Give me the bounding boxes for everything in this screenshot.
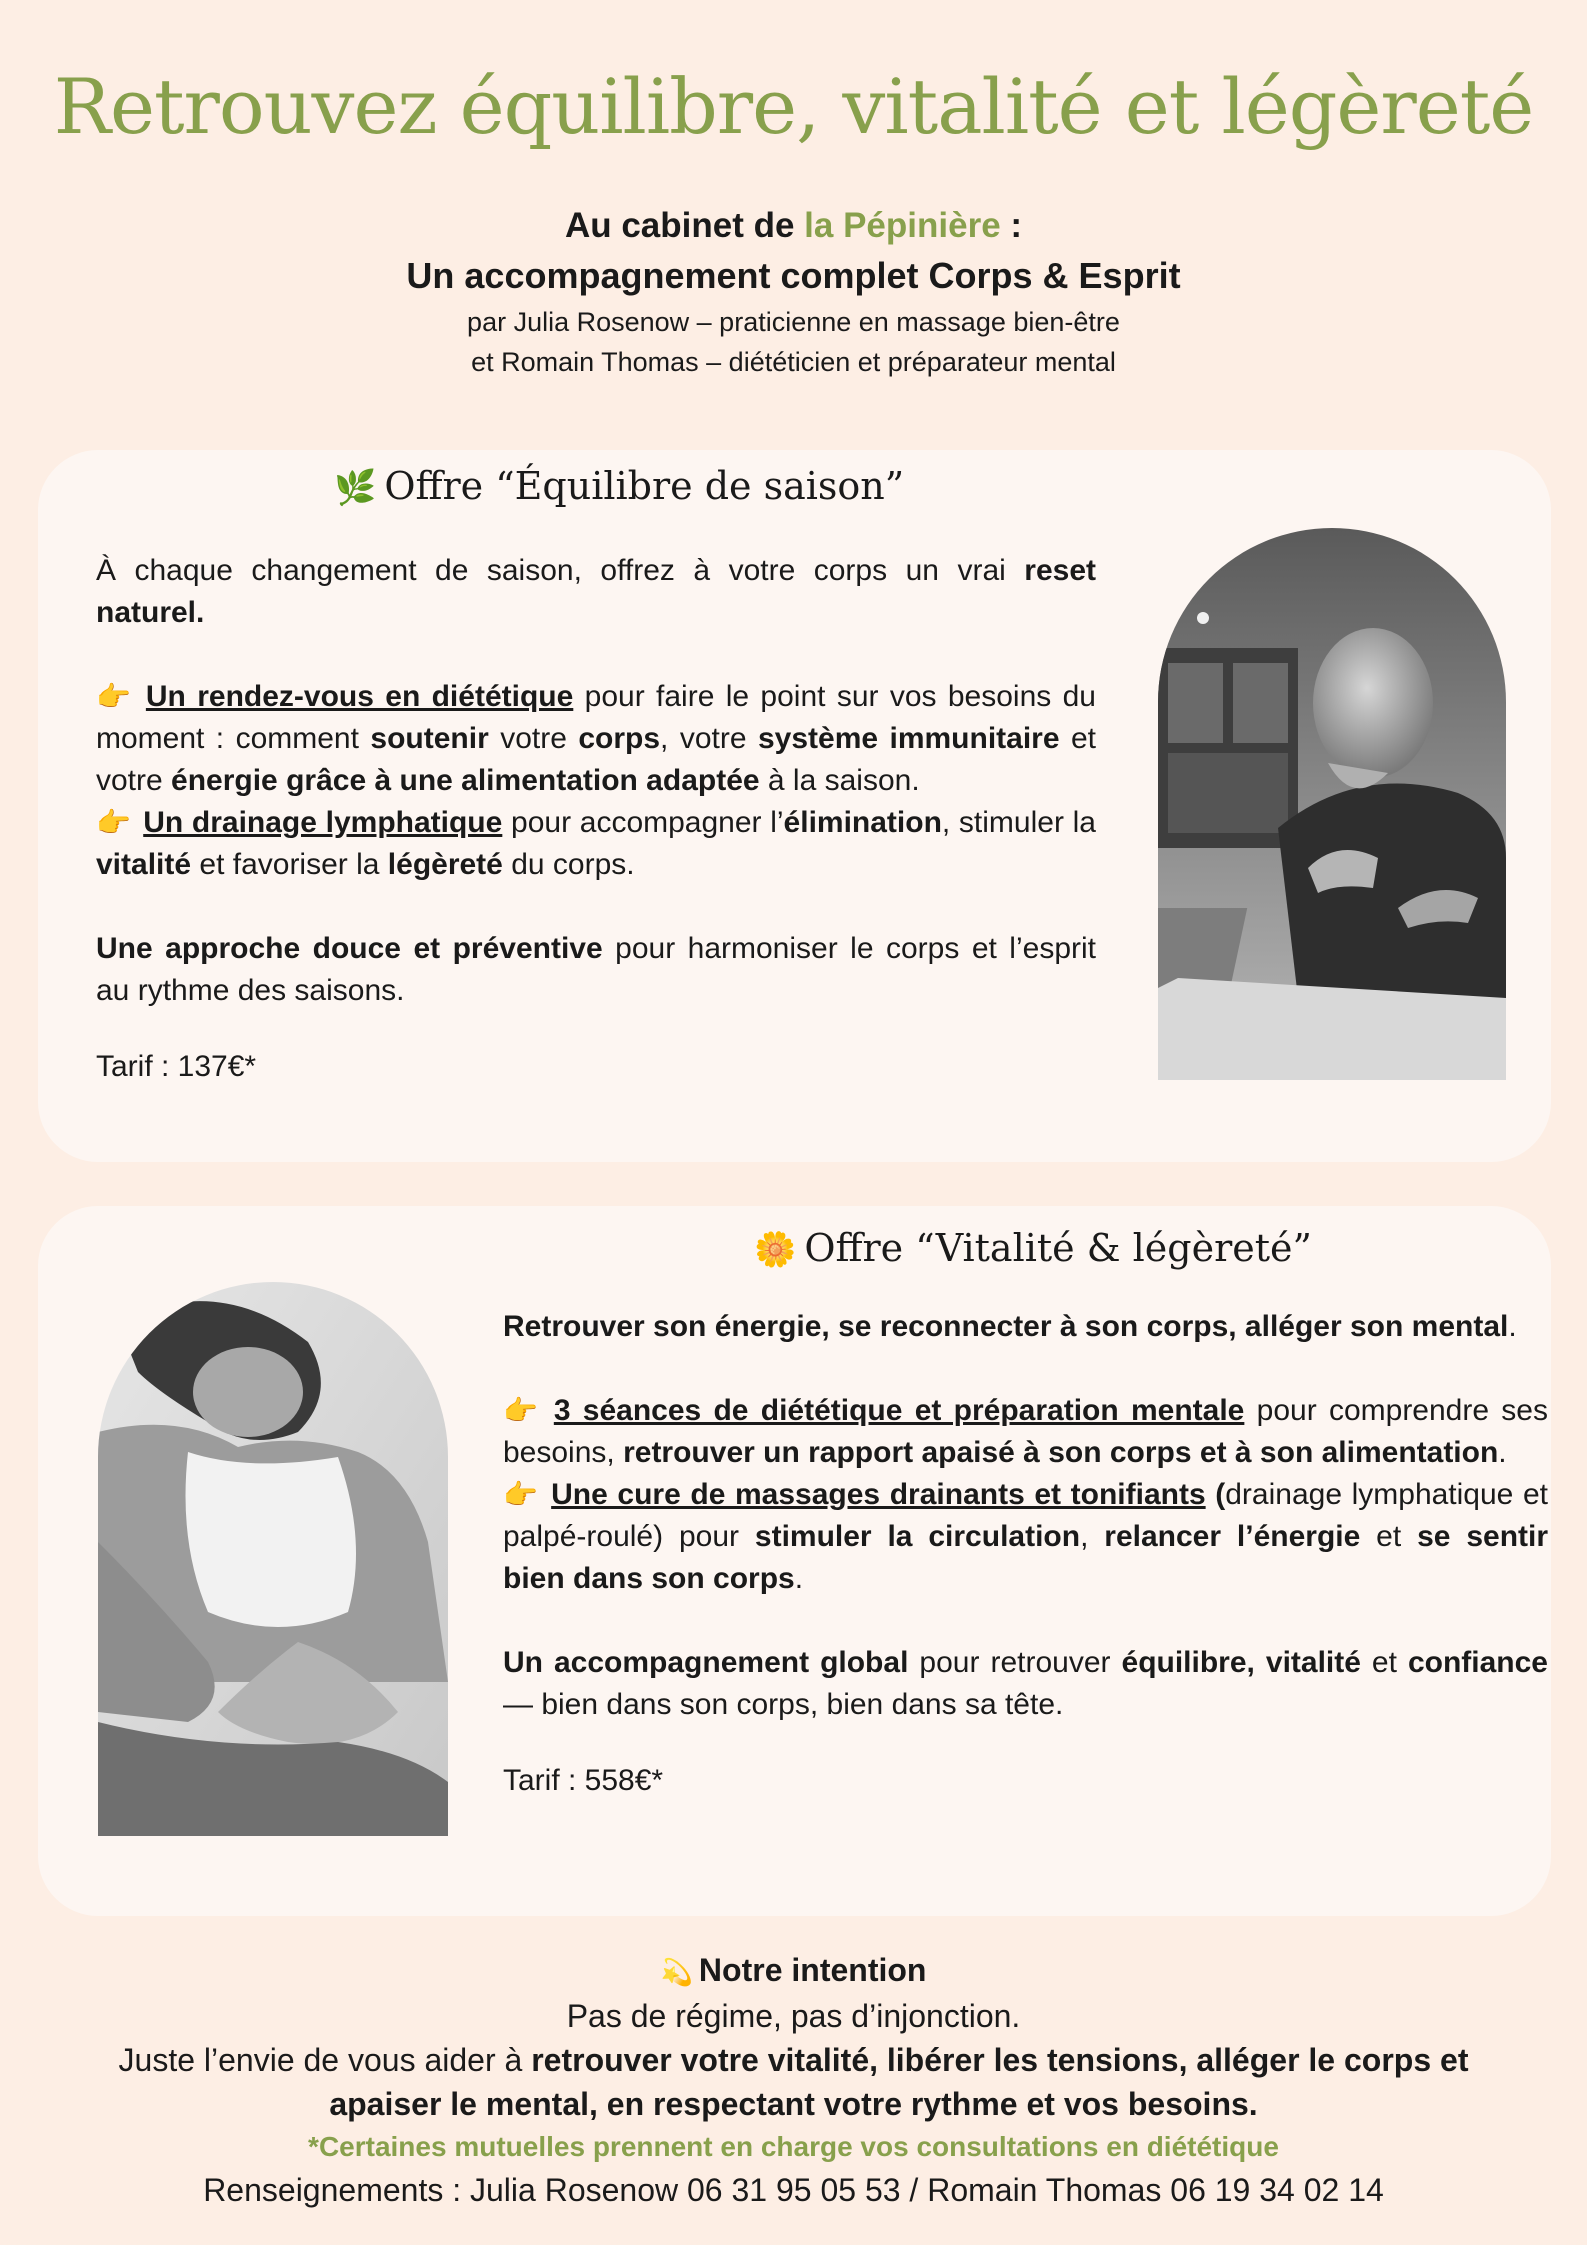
item-bold: se sentir bien dans son corps — [503, 1520, 1549, 1595]
offer-item — [96, 676, 1096, 802]
intention-line: Pas de régime, pas d’injonction. — [566, 1998, 1021, 2034]
intro-text: . — [1508, 1310, 1517, 1343]
item-text: votre — [488, 722, 579, 755]
dietitian-photo-image — [1158, 528, 1506, 1080]
item-text: pour accompagner l’ — [502, 806, 784, 839]
offer-intro — [503, 1306, 1548, 1348]
tagline: Un accompagnement complet Corps & Esprit — [406, 255, 1181, 296]
intro-text: À chaque changement de saison, offrez à votre corps un vrai — [96, 554, 1025, 587]
offer-title — [754, 1226, 1312, 1270]
item-text: . — [1498, 1436, 1507, 1469]
cabinet-prefix: Au cabinet de — [564, 206, 805, 245]
item-heading: Un drainage lymphatique — [143, 806, 503, 839]
herb-icon: 🌿 — [334, 468, 377, 508]
pointing-hand-icon: 👉 — [96, 681, 134, 712]
item-bold: élimination — [783, 806, 942, 839]
item-text: et — [1360, 1520, 1418, 1553]
item-bold: légèreté — [387, 848, 503, 881]
footer — [0, 1948, 1587, 2212]
mutuelle-note: *Certaines mutuelles prennent en charge vos consultations en diététique — [308, 2131, 1279, 2162]
intro-bold: Retrouver son énergie, se reconnecter à son corps, alléger son mental — [503, 1310, 1509, 1343]
cabinet-line — [0, 202, 1587, 250]
closing-text: pour retrouver — [908, 1646, 1122, 1679]
intention-line — [0, 2038, 1587, 2082]
item-bold: corps — [578, 722, 661, 755]
page-title: Retrouvez équilibre, vitalité et légèreté — [53, 62, 1534, 151]
item-bold: retrouver un rapport apaisé à son corps et à son alimentation — [623, 1436, 1499, 1469]
practitioner-2: et Romain Thomas – diététicien et préparateur mental — [471, 347, 1116, 377]
offer-closing — [96, 928, 1096, 1012]
offer-closing — [503, 1642, 1548, 1726]
massage-photo-image — [98, 1282, 448, 1836]
intention-bold: retrouver votre vitalité, libérer les tensions, alléger le corps et — [531, 2042, 1469, 2078]
intention-heading-text: Notre intention — [698, 1952, 927, 1988]
offer-description — [96, 550, 1096, 1088]
item-heading: 3 séances de diététique et préparation mentale — [553, 1394, 1245, 1427]
dizzy-star-icon: 💫 — [660, 1957, 693, 1987]
item-text: , votre — [660, 722, 758, 755]
item-text: et favoriser la — [191, 848, 388, 881]
closing-bold: confiance — [1407, 1646, 1548, 1679]
closing-text: pour harmoniser le corps et l’esprit au rythme des saisons. — [96, 932, 1096, 1007]
intention-text: Juste l’envie de vous aider à — [118, 2042, 532, 2078]
item-bold: vitalité — [96, 848, 192, 881]
cabinet-suffix: : — [1000, 206, 1023, 245]
item-text: et votre — [96, 722, 1097, 797]
item-bold: relancer l’énergie — [1104, 1520, 1361, 1553]
offer-price: Tarif : 137€* — [96, 1050, 257, 1083]
massage-photo — [98, 1282, 448, 1836]
item-text: , — [1080, 1520, 1105, 1553]
dietitian-photo — [1158, 528, 1506, 1080]
item-text: à la saison. — [759, 764, 920, 797]
pointing-hand-icon: 👉 — [96, 807, 132, 838]
item-bold: énergie grâce à une alimentation adaptée — [171, 764, 760, 797]
closing-bold: Une approche douce et préventive — [96, 932, 603, 965]
item-bold: soutenir — [370, 722, 489, 755]
item-text: pour comprendre ses besoins, — [503, 1394, 1548, 1469]
offer-title — [334, 464, 904, 508]
offer-item — [503, 1390, 1548, 1474]
item-text: pour faire le point sur vos besoins du moment : comment — [96, 680, 1096, 755]
practitioner-1: par Julia Rosenow – praticienne en massage bien-être — [467, 307, 1120, 337]
item-bold: stimuler la circulation — [754, 1520, 1081, 1553]
item-bold: ( — [1205, 1478, 1226, 1511]
closing-bold: Un accompagnement global — [503, 1646, 909, 1679]
item-text: , stimuler la — [941, 806, 1096, 839]
closing-text: et — [1360, 1646, 1408, 1679]
item-text: du corps. — [502, 848, 635, 881]
closing-bold: équilibre, vitalité — [1121, 1646, 1361, 1679]
offer-title-text: Offre “Vitalité & légèreté” — [804, 1226, 1312, 1270]
item-text: drainage lymphatique et palpé-roulé) pour — [503, 1478, 1548, 1553]
item-heading: Un rendez-vous en diététique — [145, 680, 574, 713]
flower-icon: 🌼 — [754, 1230, 797, 1270]
offer-intro — [96, 550, 1096, 634]
pointing-hand-icon: 👉 — [503, 1479, 540, 1510]
offer-title-text: Offre “Équilibre de saison” — [384, 464, 905, 508]
intention-heading — [0, 1948, 1587, 1994]
item-bold: système immunitaire — [757, 722, 1060, 755]
intention-line: apaiser le mental, en respectant votre rythme et vos besoins. — [329, 2086, 1258, 2122]
item-text: . — [794, 1562, 804, 1595]
intro-bold: reset naturel. — [96, 554, 1096, 629]
offer-item — [503, 1474, 1548, 1600]
offer-price: Tarif : 558€* — [503, 1764, 664, 1797]
offer-description — [503, 1306, 1548, 1802]
item-heading: Une cure de massages drainants et tonifiants — [551, 1478, 1206, 1511]
subheading — [0, 202, 1587, 382]
closing-text: — bien dans son corps, bien dans sa tête. — [503, 1688, 1064, 1721]
cabinet-name: la Pépinière — [804, 206, 1001, 245]
contact-info: Renseignements : Julia Rosenow 06 31 95 05 53 / Romain Thomas 06 19 34 02 14 — [203, 2172, 1384, 2208]
offer-item — [96, 802, 1096, 886]
pointing-hand-icon: 👉 — [503, 1395, 542, 1426]
